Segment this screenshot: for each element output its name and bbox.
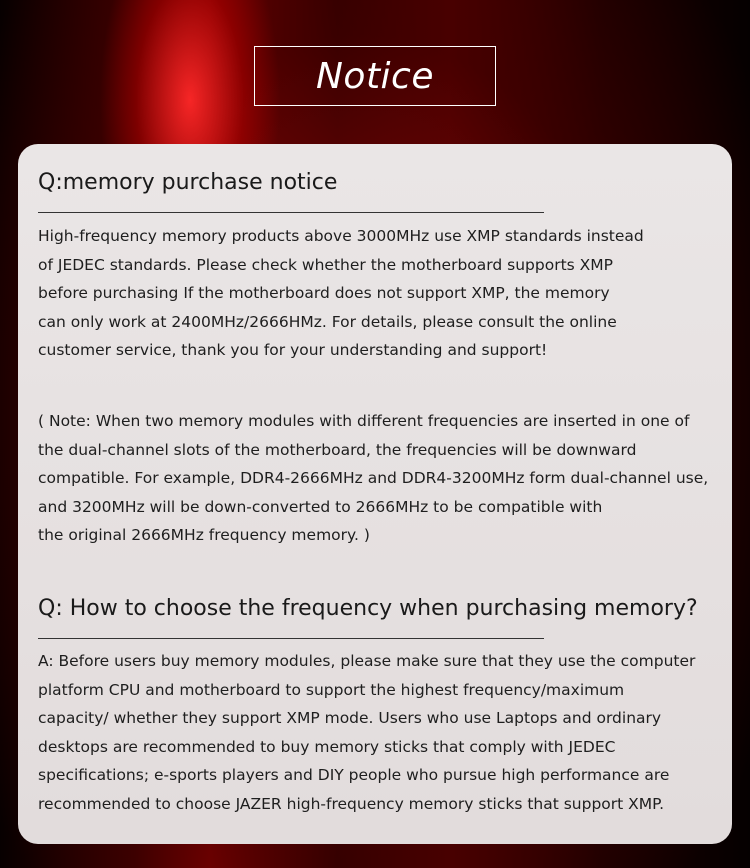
- paragraph-line: specifications; e-sports players and DIY people who pursue high performance are: [38, 766, 670, 784]
- paragraph-line: can only work at 2400MHz/2666HMz. For details, please consult the online: [38, 312, 617, 331]
- title-frame: [254, 46, 496, 106]
- section-heading-choose-frequency: Q: How to choose the frequency when purchasing memory?: [38, 596, 698, 621]
- paragraph-line: ( Note: When two memory modules with different frequencies are inserted in one of: [38, 412, 690, 430]
- paragraph-line: recommended to choose JAZER high-frequency memory sticks that support XMP.: [38, 794, 665, 813]
- paragraph-line: High-frequency memory products above 3000MHz use XMP standards instead: [38, 227, 644, 245]
- content-card: [18, 144, 732, 844]
- paragraph-line: A: Before users buy memory modules, please make sure that they use the computer: [38, 652, 696, 670]
- paragraph-line: of JEDEC standards. Please check whether the motherboard supports XMP: [38, 255, 613, 274]
- paragraph-line: compatible. For example, DDR4-2666MHz and DDR4-3200MHz form dual-channel use,: [38, 469, 709, 487]
- paragraph-line: before purchasing If the motherboard does not support XMP, the memory: [38, 284, 610, 302]
- paragraph-line: customer service, thank you for your understanding and support!: [38, 341, 548, 359]
- paragraph-line: the dual-channel slots of the motherboard, the frequencies will be downward: [38, 440, 637, 459]
- section-heading-purchase-notice: Q:memory purchase notice: [38, 170, 338, 195]
- dual-channel-note-paragraph: [38, 407, 708, 550]
- paragraph-line: desktops are recommended to buy memory sticks that comply with JEDEC: [38, 737, 616, 756]
- page-title: Notice: [315, 55, 434, 97]
- paragraph-line: capacity/ whether they support XMP mode. Users who use Laptops and ordinary: [38, 709, 662, 727]
- heading-underline: [38, 212, 544, 213]
- choose-frequency-paragraph: [38, 647, 695, 818]
- paragraph-line: and 3200MHz will be down-converted to 2666MHz to be compatible with: [38, 497, 603, 516]
- heading-underline: [38, 638, 544, 639]
- purchase-notice-paragraph: [38, 222, 644, 365]
- paragraph-line: platform CPU and motherboard to support the highest frequency/maximum: [38, 680, 625, 699]
- paragraph-line: the original 2666MHz frequency memory. ): [38, 526, 370, 544]
